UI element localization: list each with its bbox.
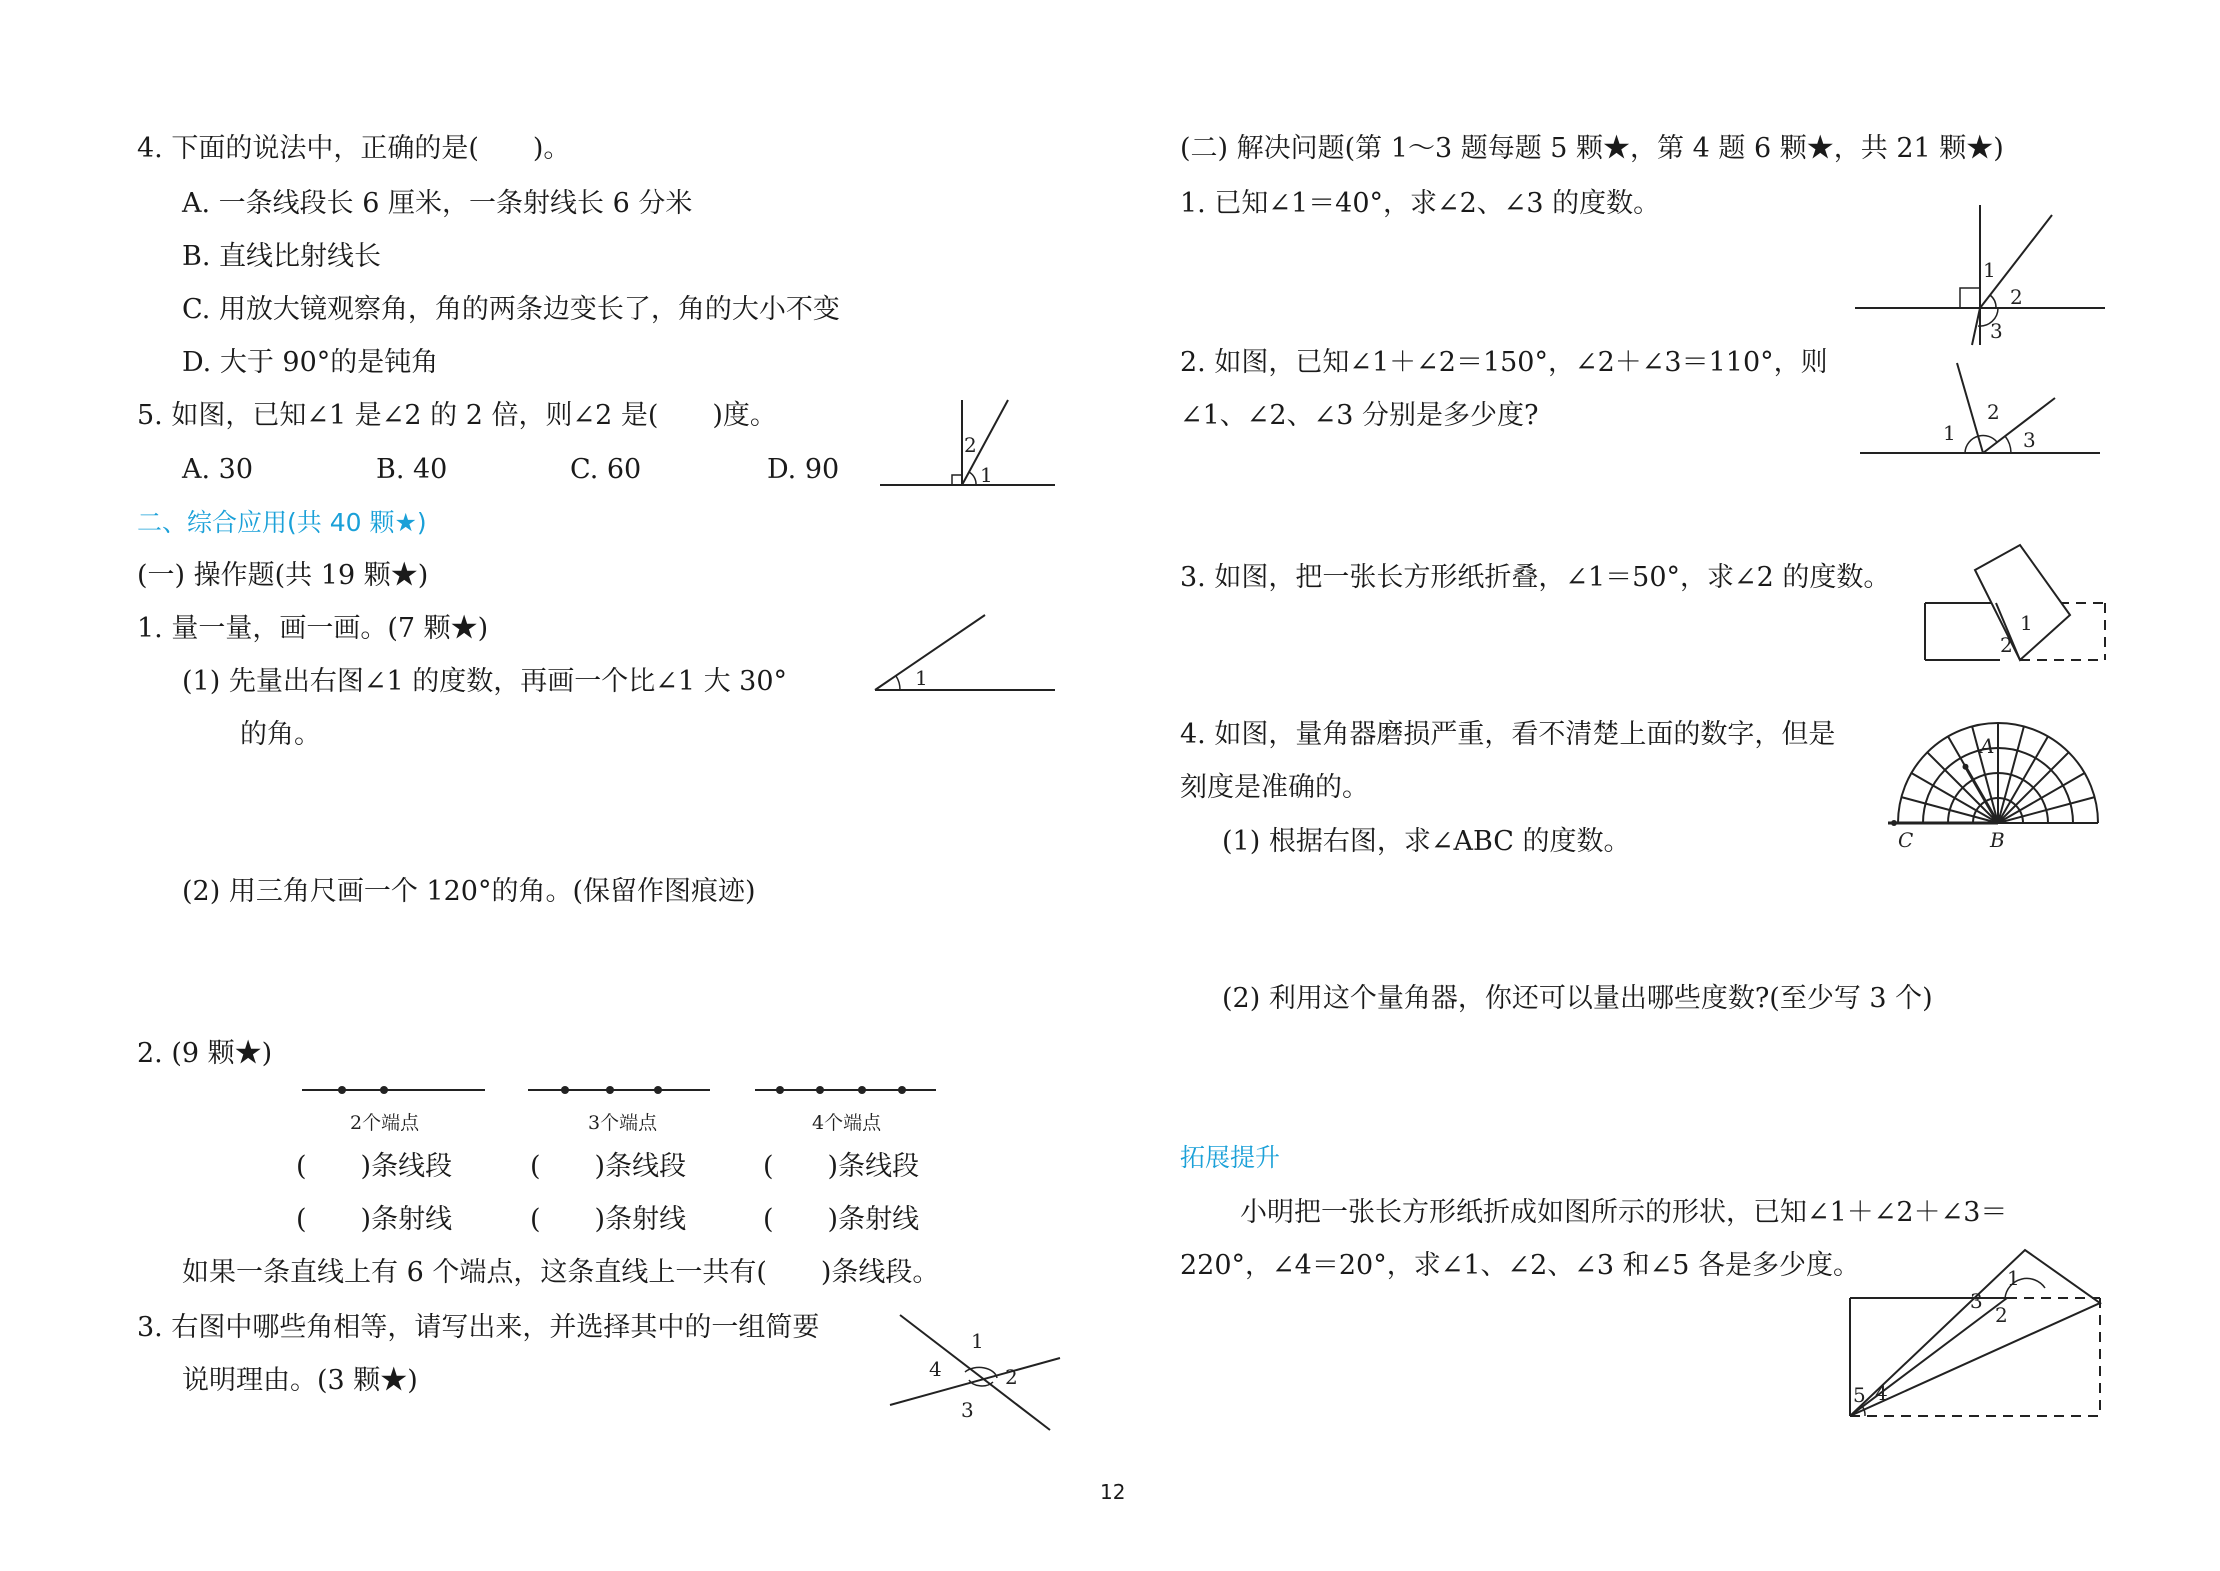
r4-part2: (2) 利用这个量角器，你还可以量出哪些度数?(至少写 3 个) [1222, 983, 1933, 1014]
o3-angle-1-label: 1 [971, 1329, 984, 1353]
o1-angle-figure [870, 610, 1060, 695]
o2-label-3: 3个端点 [588, 1112, 658, 1134]
r3-angle-1-label: 1 [2020, 611, 2033, 635]
ext-angle-3-label: 3 [1970, 1289, 1983, 1313]
o1-part1-line2: 的角。 [240, 719, 321, 750]
r4-point-a-label: A [1980, 734, 1995, 758]
ext-angle-1-label: 1 [2007, 1266, 2020, 1290]
subsection-2-title: (二) 解决问题(第 1～3 题每题 5 颗★，第 4 题 6 颗★，共 21 颗★) [1180, 133, 2004, 164]
q5-angle-2-label: 2 [964, 433, 977, 457]
o3-line2: 说明理由。(3 颗★) [182, 1365, 418, 1396]
point-a [1963, 764, 1969, 770]
q4-option-b: B. 直线比射线长 [182, 241, 382, 272]
o2-segment-blank-2: ( )条线段 [530, 1151, 687, 1182]
q5-option-c: C. 60 [570, 454, 642, 485]
r2-angle-1-label: 1 [1943, 421, 1956, 445]
o2-segment-blank-3: ( )条线段 [763, 1151, 920, 1182]
r1-angle-2-label: 2 [2010, 285, 2023, 309]
o2-last-question: 如果一条直线上有 6 个端点，这条直线上一共有( )条线段。 [182, 1257, 940, 1288]
extension-folded-figure [1845, 1248, 2110, 1423]
r4-protractor-figure [1890, 705, 2110, 855]
q5-option-b: B. 40 [376, 454, 448, 485]
q5-figure [880, 395, 1060, 490]
r1-angle-3-label: 3 [1990, 319, 2003, 343]
o1-stem: 1. 量一量，画一画。(7 颗★) [137, 613, 489, 644]
protractor-ray [1998, 797, 2095, 823]
r2-angle-2-label: 2 [1987, 400, 2000, 424]
ext-angle-2-label: 2 [1995, 1303, 2008, 1327]
o3-angle-3-label: 3 [961, 1398, 974, 1422]
extension-line2: 220°，∠4＝20°，求∠1、∠2、∠3 和∠5 各是多少度。 [1180, 1250, 1861, 1281]
section-2-title: 二、综合应用(共 40 颗★) [137, 508, 427, 537]
q4-stem: 4. 下面的说法中，正确的是( )。 [137, 133, 571, 164]
q4-option-c: C. 用放大镜观察角，角的两条边变长了，角的大小不变 [182, 294, 840, 325]
q4-option-a: A. 一条线段长 6 厘米，一条射线长 6 分米 [182, 188, 693, 219]
r4-point-b-label: B [1990, 828, 2005, 852]
page-number: 12 [1100, 1480, 1126, 1504]
r3-folded-paper-figure [1920, 540, 2110, 665]
q5-stem: 5. 如图，已知∠1 是∠2 的 2 倍，则∠2 是( )度。 [137, 400, 777, 431]
extension-line1: 小明把一张长方形纸折成如图所示的形状，已知∠1＋∠2＋∠3＝ [1240, 1197, 2008, 1228]
q4-option-d: D. 大于 90°的是钝角 [182, 347, 439, 378]
extension-title: 拓展提升 [1180, 1143, 1281, 1172]
o3-line1: 3. 右图中哪些角相等，请写出来，并选择其中的一组简要 [137, 1312, 820, 1343]
r3-stem: 3. 如图，把一张长方形纸折叠，∠1＝50°，求∠2 的度数。 [1180, 562, 1891, 593]
r1-stem: 1. 已知∠1＝40°，求∠2、∠3 的度数。 [1180, 188, 1661, 219]
o3-intersecting-lines-figure [885, 1310, 1065, 1435]
r1-figure [1850, 200, 2110, 350]
r3-angle-2-label: 2 [2000, 633, 2013, 657]
o2-stem: 2. (9 颗★) [137, 1038, 273, 1069]
q5-option-d: D. 90 [767, 454, 840, 485]
r4-line2: 刻度是准确的。 [1180, 772, 1369, 803]
r1-angle-1-label: 1 [1983, 258, 1996, 282]
o1-angle-1-label: 1 [915, 666, 928, 690]
o2-ray-blank-1: ( )条射线 [296, 1204, 453, 1235]
o2-ray-blank-3: ( )条射线 [763, 1204, 920, 1235]
protractor-ray [1901, 797, 1998, 823]
o2-ray-blank-2: ( )条射线 [530, 1204, 687, 1235]
r2-figure [1855, 358, 2105, 458]
r4-part1: (1) 根据右图，求∠ABC 的度数。 [1222, 826, 1631, 857]
subsection-1-title: (一) 操作题(共 19 颗★) [137, 560, 429, 591]
o3-angle-4-label: 4 [929, 1357, 942, 1381]
point-c [1891, 820, 1897, 826]
r2-line2: ∠1、∠2、∠3 分别是多少度? [1180, 400, 1539, 431]
r2-angle-3-label: 3 [2023, 428, 2036, 452]
q5-angle-1-label: 1 [980, 463, 993, 487]
ext-angle-5-label: 5 [1853, 1383, 1866, 1407]
protractor-ray [1998, 726, 2024, 823]
o1-part2: (2) 用三角尺画一个 120°的角。(保留作图痕迹) [182, 876, 756, 907]
o1-part1-line1: (1) 先量出右图∠1 的度数，再画一个比∠1 大 30° [182, 666, 788, 697]
r4-point-c-label: C [1898, 828, 1914, 852]
o2-label-4: 4个端点 [812, 1112, 882, 1134]
r4-line1: 4. 如图，量角器磨损严重，看不清楚上面的数字，但是 [1180, 719, 1836, 750]
o2-segment-blank-1: ( )条线段 [296, 1151, 453, 1182]
r2-line1: 2. 如图，已知∠1＋∠2＝150°，∠2＋∠3＝110°，则 [1180, 347, 1828, 378]
o2-line-figures [300, 1080, 940, 1135]
q5-option-a: A. 30 [182, 454, 254, 485]
o3-angle-2-label: 2 [1005, 1365, 1018, 1389]
o2-label-2: 2个端点 [350, 1112, 420, 1134]
ext-angle-4-label: 4 [1875, 1381, 1888, 1405]
